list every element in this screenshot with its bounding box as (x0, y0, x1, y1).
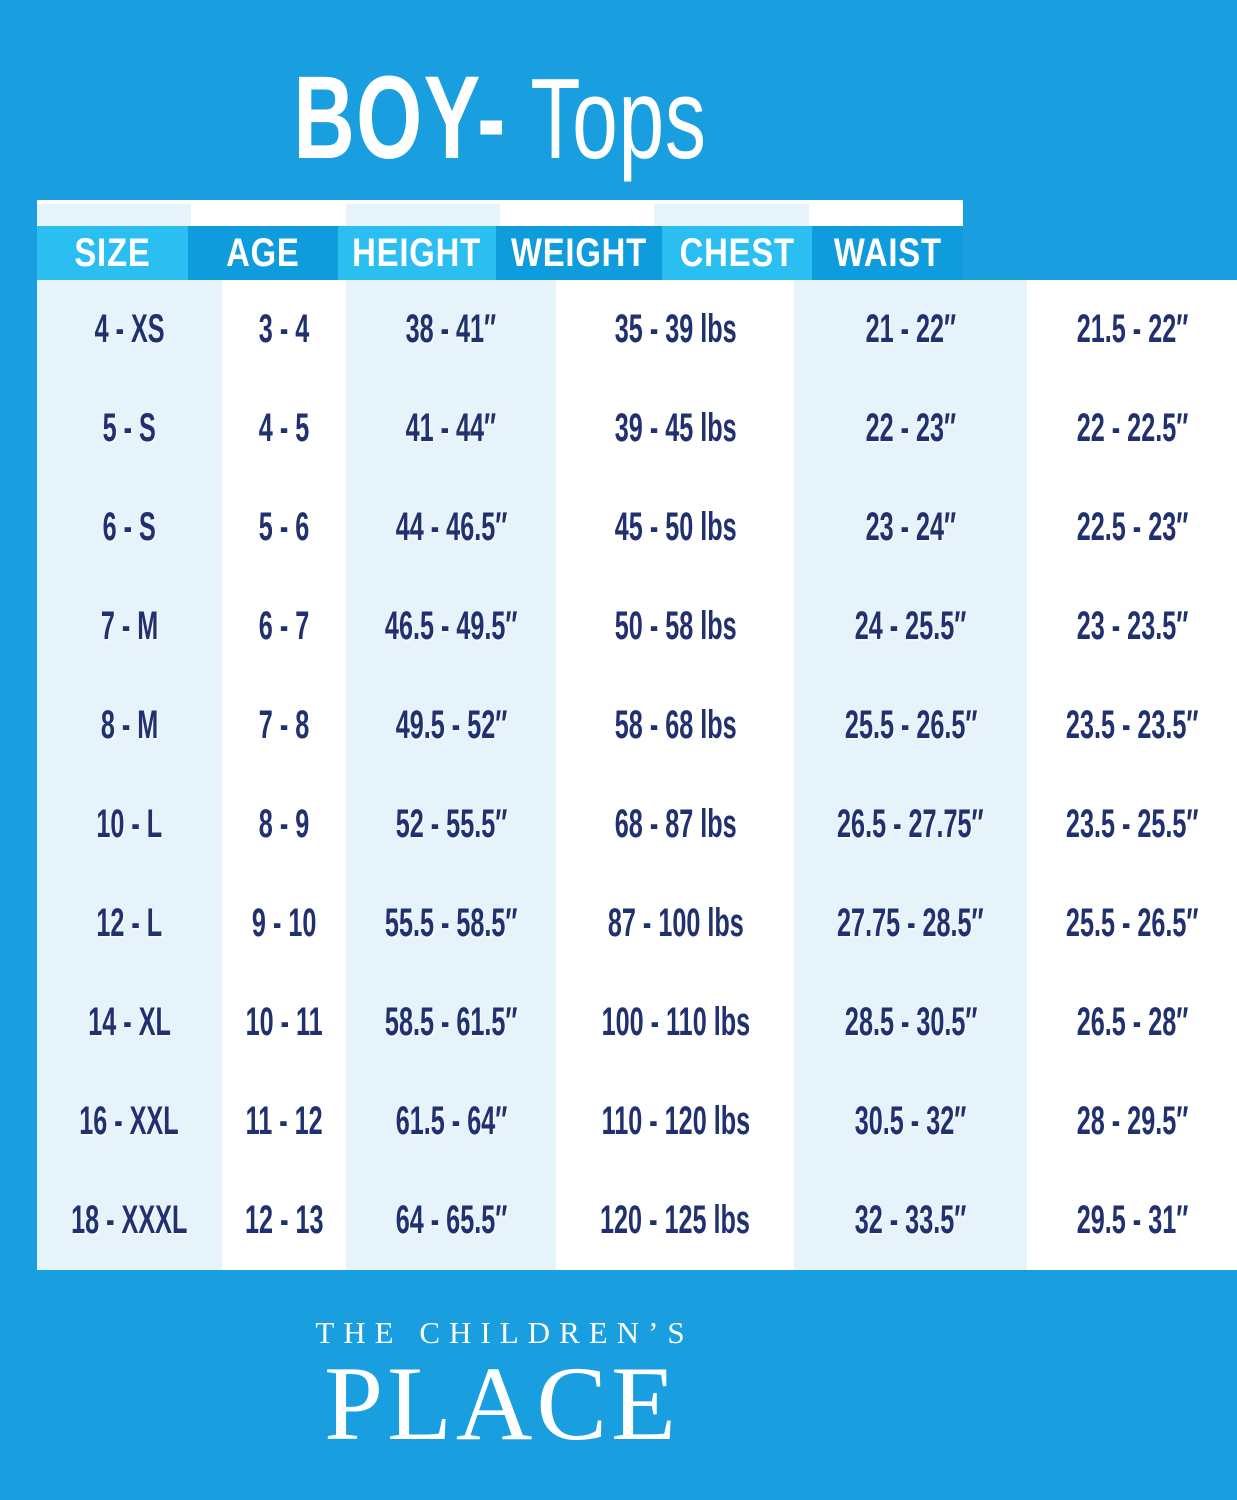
table-cell-value: 50 - 58 lbs (614, 604, 737, 648)
table-cell (37, 478, 222, 577)
table-cell (346, 874, 556, 973)
table-cell-value: 23 - 24″ (865, 505, 956, 549)
table-cell (794, 379, 1027, 478)
table-cell (37, 577, 222, 676)
table-cell (1027, 676, 1237, 775)
title-regular-segment (507, 56, 531, 183)
table-cell (346, 1072, 556, 1171)
table-cell-value: 6 - 7 (258, 604, 309, 648)
page-title (0, 52, 1000, 207)
table-cell-value: 3 - 4 (258, 307, 309, 351)
table-cell-value: 22 - 23″ (865, 406, 956, 450)
table-cell-value: 41 - 44″ (405, 406, 497, 450)
table-cell (37, 676, 222, 775)
table-cell-value: 61.5 - 64″ (395, 1099, 508, 1143)
table-cell (556, 874, 794, 973)
table-cell-value: 8 - M (100, 703, 158, 747)
table-cell (556, 280, 794, 379)
brand-logo (0, 1315, 1000, 1462)
table-cell-value: 18 - XXXL (71, 1198, 188, 1242)
table-cell (346, 676, 556, 775)
table-cell-value: 46.5 - 49.5″ (384, 604, 518, 648)
table-cell (222, 478, 347, 577)
table-cell (1027, 1171, 1237, 1270)
table-cell-value: 29.5 - 31″ (1076, 1198, 1189, 1242)
column-header-label: HEIGHT (352, 230, 482, 275)
table-cell (37, 379, 222, 478)
table-cell-value: 16 - XXL (79, 1099, 179, 1143)
table-cell-value: 24 - 25.5″ (854, 604, 967, 648)
table-cell-value: 110 - 120 lbs (601, 1099, 750, 1143)
table-cell-value: 120 - 125 lbs (600, 1198, 751, 1242)
table-cell-value: 5 - S (102, 406, 156, 450)
table-cell (1027, 577, 1237, 676)
top-band-cell (654, 204, 808, 226)
column-header-label: WEIGHT (510, 230, 647, 275)
table-cell (222, 1072, 347, 1171)
table-cell (794, 1072, 1027, 1171)
table-cell (346, 577, 556, 676)
column-header-1 (188, 226, 339, 280)
table-cell-value: 38 - 41″ (405, 307, 497, 351)
table-cell-value: 22.5 - 23″ (1076, 505, 1189, 549)
table-cell-value: 68 - 87 lbs (614, 802, 737, 846)
top-band-cell (191, 204, 345, 226)
table-cell-value: 12 - L (96, 901, 163, 945)
table-cell (1027, 1072, 1237, 1171)
table-cell (346, 280, 556, 379)
table-cell-value: 21.5 - 22″ (1076, 307, 1189, 351)
table-cell-value: 58 - 68 lbs (614, 703, 737, 747)
table-top-band (37, 200, 963, 226)
table-cell-value: 45 - 50 lbs (614, 505, 737, 549)
table-cell (1027, 973, 1237, 1072)
table-cell-value: 26.5 - 28″ (1076, 1000, 1189, 1044)
size-table (37, 200, 1199, 1270)
top-band-cell (37, 204, 191, 226)
table-cell (556, 478, 794, 577)
table-cell (346, 775, 556, 874)
table-cell (346, 379, 556, 478)
table-cell-value: 49.5 - 52″ (395, 703, 508, 747)
table-cell-value: 5 - 6 (258, 505, 309, 549)
table-cell (346, 478, 556, 577)
table-cell-value: 21 - 22″ (865, 307, 956, 351)
table-cell-value: 28 - 29.5″ (1076, 1099, 1189, 1143)
table-cell-value: 14 - XL (87, 1000, 171, 1044)
table-cell (1027, 874, 1237, 973)
table-cell (794, 478, 1027, 577)
table-cell-value: 9 - 10 (251, 901, 316, 945)
title-bold-segment: BOY- (293, 52, 507, 184)
table-cell (1027, 478, 1237, 577)
table-cell (556, 577, 794, 676)
table-cell-value: 39 - 45 lbs (614, 406, 737, 450)
table-cell-value: 35 - 39 lbs (614, 307, 737, 351)
table-cell (37, 775, 222, 874)
column-header-label: WAIST (833, 230, 942, 275)
page-title-line (293, 52, 707, 207)
table-body (37, 280, 1199, 1270)
table-cell-value: 23 - 23.5″ (1076, 604, 1189, 648)
table-cell-value: 52 - 55.5″ (395, 802, 508, 846)
table-cell (794, 775, 1027, 874)
column-header-5 (812, 226, 963, 280)
column-header-label: AGE (226, 230, 300, 275)
table-cell-value: 7 - M (100, 604, 158, 648)
table-cell (794, 280, 1027, 379)
table-cell (222, 973, 347, 1072)
table-cell (222, 1171, 347, 1270)
table-cell (556, 1072, 794, 1171)
brand-logo-wordmark: PLACE (324, 1345, 680, 1462)
table-cell (222, 874, 347, 973)
table-cell-value: 100 - 110 lbs (601, 1000, 750, 1044)
table-cell-value: 58.5 - 61.5″ (384, 1000, 518, 1044)
table-cell (37, 1171, 222, 1270)
brand-logo-top-line: THE CHILDREN’S (315, 1315, 694, 1350)
table-cell-value: 23.5 - 25.5″ (1065, 802, 1199, 846)
table-cell-value: 6 - S (102, 505, 156, 549)
table-cell (222, 280, 347, 379)
table-cell (556, 379, 794, 478)
column-header-4 (662, 226, 813, 280)
table-cell-value: 12 - 13 (244, 1198, 324, 1242)
table-header-row (37, 226, 963, 280)
table-cell (556, 1171, 794, 1270)
table-cell (556, 676, 794, 775)
table-cell-value: 4 - 5 (258, 406, 309, 450)
table-cell-value: 11 - 12 (245, 1099, 323, 1143)
table-cell (1027, 280, 1237, 379)
table-cell-value: 23.5 - 23.5″ (1065, 703, 1199, 747)
table-cell (37, 280, 222, 379)
table-cell-value: 44 - 46.5″ (395, 505, 508, 549)
table-cell (346, 973, 556, 1072)
table-cell (556, 775, 794, 874)
table-cell-value: 22 - 22.5″ (1076, 406, 1189, 450)
table-cell (1027, 775, 1237, 874)
column-header-3 (496, 226, 662, 280)
table-cell (222, 676, 347, 775)
top-band-cell (500, 204, 654, 226)
table-cell-value: 30.5 - 32″ (854, 1099, 967, 1143)
table-cell (222, 379, 347, 478)
table-cell (1027, 379, 1237, 478)
column-header-0 (37, 226, 188, 280)
table-cell (222, 577, 347, 676)
table-cell-value: 28.5 - 30.5″ (844, 1000, 978, 1044)
table-cell (37, 1072, 222, 1171)
top-band-cell (346, 204, 500, 226)
table-cell-value: 25.5 - 26.5″ (844, 703, 978, 747)
table-cell-value: 7 - 8 (258, 703, 309, 747)
table-cell (794, 577, 1027, 676)
top-band-cell (809, 204, 963, 226)
table-cell (222, 775, 347, 874)
table-cell (556, 973, 794, 1072)
column-header-2 (338, 226, 495, 280)
title-regular-text: Tops (530, 56, 707, 183)
table-cell (794, 973, 1027, 1072)
table-cell-value: 25.5 - 26.5″ (1065, 901, 1199, 945)
table-cell-value: 10 - 11 (245, 1000, 323, 1044)
table-cell (794, 676, 1027, 775)
table-cell-value: 8 - 9 (258, 802, 309, 846)
table-cell-value: 55.5 - 58.5″ (384, 901, 518, 945)
table-cell-value: 32 - 33.5″ (854, 1198, 967, 1242)
table-cell-value: 4 - XS (94, 307, 165, 351)
table-cell-value: 10 - L (96, 802, 163, 846)
table-cell (37, 973, 222, 1072)
table-cell (794, 874, 1027, 973)
table-cell (37, 874, 222, 973)
table-cell (794, 1171, 1027, 1270)
table-cell-value: 87 - 100 lbs (607, 901, 744, 945)
table-cell-value: 27.75 - 28.5″ (837, 901, 985, 945)
column-header-label: SIZE (74, 230, 151, 275)
table-cell (346, 1171, 556, 1270)
column-header-label: CHEST (679, 230, 795, 275)
table-cell-value: 26.5 - 27.75″ (837, 802, 985, 846)
table-cell-value: 64 - 65.5″ (395, 1198, 508, 1242)
